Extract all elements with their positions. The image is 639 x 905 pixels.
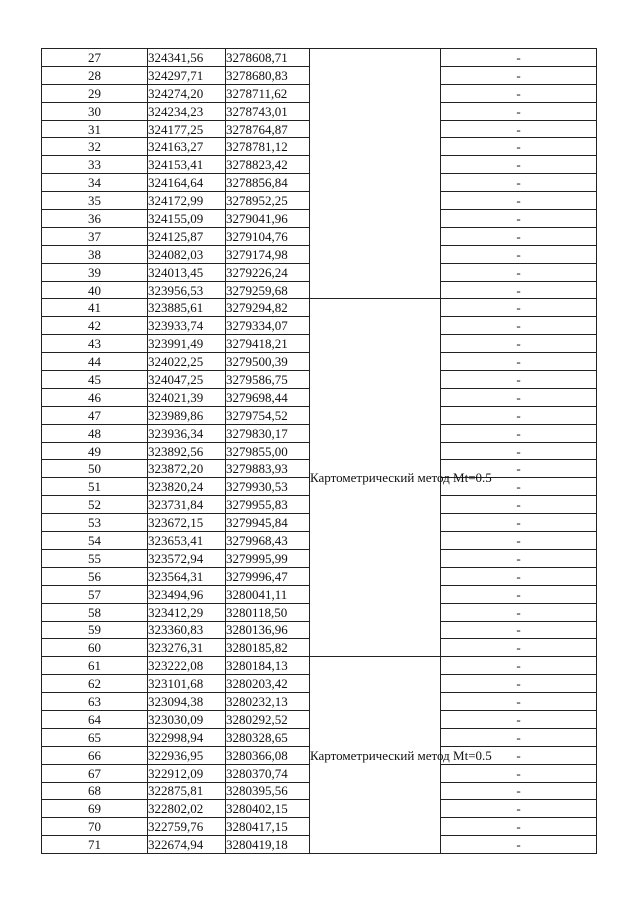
coordinate-y: 3278952,25 <box>226 192 310 210</box>
table-row <box>42 49 597 67</box>
point-number: 40 <box>42 281 148 299</box>
coordinate-y: 3280185,82 <box>226 639 310 657</box>
accuracy-dash: - <box>441 138 597 156</box>
coordinate-y: 3280136,96 <box>226 621 310 639</box>
coordinates-table-body <box>42 49 597 854</box>
accuracy-dash: - <box>441 120 597 138</box>
table-row <box>42 657 597 675</box>
coordinate-x: 324274,20 <box>148 84 226 102</box>
coordinate-y: 3279930,53 <box>226 478 310 496</box>
coordinate-y: 3280203,42 <box>226 675 310 693</box>
point-number: 63 <box>42 693 148 711</box>
coordinate-y: 3279586,75 <box>226 371 310 389</box>
coordinate-x: 323094,38 <box>148 693 226 711</box>
coordinate-x: 323672,15 <box>148 514 226 532</box>
method-cell: Картометрический метод Mt=0.5 <box>310 657 441 854</box>
point-number: 64 <box>42 710 148 728</box>
accuracy-dash: - <box>441 585 597 603</box>
coordinate-y: 3279955,83 <box>226 496 310 514</box>
accuracy-dash: - <box>441 263 597 281</box>
coordinate-y: 3278743,01 <box>226 102 310 120</box>
coordinate-y: 3279968,43 <box>226 532 310 550</box>
point-number: 68 <box>42 782 148 800</box>
accuracy-dash: - <box>441 800 597 818</box>
accuracy-dash: - <box>441 156 597 174</box>
accuracy-dash: - <box>441 245 597 263</box>
accuracy-dash: - <box>441 657 597 675</box>
point-number: 28 <box>42 66 148 84</box>
accuracy-dash: - <box>441 66 597 84</box>
accuracy-dash: - <box>441 496 597 514</box>
accuracy-dash: - <box>441 567 597 585</box>
point-number: 42 <box>42 317 148 335</box>
point-number: 46 <box>42 388 148 406</box>
accuracy-dash: - <box>441 746 597 764</box>
coordinate-y: 3279259,68 <box>226 281 310 299</box>
coordinate-y: 3280328,65 <box>226 728 310 746</box>
coordinate-y: 3279041,96 <box>226 210 310 228</box>
coordinate-x: 323892,56 <box>148 442 226 460</box>
point-number: 55 <box>42 549 148 567</box>
coordinate-y: 3278711,62 <box>226 84 310 102</box>
point-number: 35 <box>42 192 148 210</box>
accuracy-dash: - <box>441 424 597 442</box>
coordinate-y: 3280402,15 <box>226 800 310 818</box>
coordinate-y: 3279754,52 <box>226 406 310 424</box>
point-number: 50 <box>42 460 148 478</box>
accuracy-dash: - <box>441 818 597 836</box>
coordinate-y: 3280419,18 <box>226 836 310 854</box>
coordinate-y: 3280292,52 <box>226 710 310 728</box>
coordinate-x: 323101,68 <box>148 675 226 693</box>
accuracy-dash: - <box>441 317 597 335</box>
coordinate-x: 324297,71 <box>148 66 226 84</box>
accuracy-dash: - <box>441 442 597 460</box>
point-number: 41 <box>42 299 148 317</box>
point-number: 51 <box>42 478 148 496</box>
coordinate-x: 323222,08 <box>148 657 226 675</box>
point-number: 61 <box>42 657 148 675</box>
coordinate-y: 3279226,24 <box>226 263 310 281</box>
table-row <box>42 299 597 317</box>
accuracy-dash: - <box>441 675 597 693</box>
coordinate-x: 323276,31 <box>148 639 226 657</box>
coordinate-x: 324047,25 <box>148 371 226 389</box>
accuracy-dash: - <box>441 549 597 567</box>
coordinate-y: 3280366,08 <box>226 746 310 764</box>
coordinate-x: 323360,83 <box>148 621 226 639</box>
coordinate-x: 324163,27 <box>148 138 226 156</box>
coordinate-x: 324082,03 <box>148 245 226 263</box>
coordinate-y: 3279698,44 <box>226 388 310 406</box>
coordinate-x: 323494,96 <box>148 585 226 603</box>
coordinate-y: 3279418,21 <box>226 335 310 353</box>
point-number: 31 <box>42 120 148 138</box>
coordinate-x: 324172,99 <box>148 192 226 210</box>
coordinate-y: 3279334,07 <box>226 317 310 335</box>
coordinate-y: 3280118,50 <box>226 603 310 621</box>
coordinate-x: 323885,61 <box>148 299 226 317</box>
accuracy-dash: - <box>441 371 597 389</box>
coordinate-x: 323989,86 <box>148 406 226 424</box>
accuracy-dash: - <box>441 227 597 245</box>
point-number: 53 <box>42 514 148 532</box>
point-number: 71 <box>42 836 148 854</box>
point-number: 43 <box>42 335 148 353</box>
point-number: 58 <box>42 603 148 621</box>
coordinate-y: 3280232,13 <box>226 693 310 711</box>
coordinate-x: 323731,84 <box>148 496 226 514</box>
coordinate-x: 322998,94 <box>148 728 226 746</box>
point-number: 48 <box>42 424 148 442</box>
point-number: 30 <box>42 102 148 120</box>
coordinate-x: 323412,29 <box>148 603 226 621</box>
point-number: 47 <box>42 406 148 424</box>
coordinate-y: 3280041,11 <box>226 585 310 603</box>
coordinate-y: 3278856,84 <box>226 174 310 192</box>
point-number: 29 <box>42 84 148 102</box>
coordinate-x: 323956,53 <box>148 281 226 299</box>
coordinate-y: 3278781,12 <box>226 138 310 156</box>
coordinate-x: 323991,49 <box>148 335 226 353</box>
coordinate-x: 322802,02 <box>148 800 226 818</box>
coordinate-x: 322875,81 <box>148 782 226 800</box>
accuracy-dash: - <box>441 210 597 228</box>
accuracy-dash: - <box>441 299 597 317</box>
accuracy-dash: - <box>441 603 597 621</box>
point-number: 66 <box>42 746 148 764</box>
accuracy-dash: - <box>441 192 597 210</box>
coordinate-x: 323820,24 <box>148 478 226 496</box>
accuracy-dash: - <box>441 621 597 639</box>
coordinate-x: 323572,94 <box>148 549 226 567</box>
coordinate-x: 324164,64 <box>148 174 226 192</box>
accuracy-dash: - <box>441 532 597 550</box>
accuracy-dash: - <box>441 836 597 854</box>
coordinate-y: 3279945,84 <box>226 514 310 532</box>
coordinate-x: 324234,23 <box>148 102 226 120</box>
point-number: 34 <box>42 174 148 192</box>
coordinate-x: 324125,87 <box>148 227 226 245</box>
point-number: 65 <box>42 728 148 746</box>
coordinate-x: 323872,20 <box>148 460 226 478</box>
coordinate-y: 3280395,56 <box>226 782 310 800</box>
accuracy-dash: - <box>441 102 597 120</box>
coordinate-y: 3279500,39 <box>226 353 310 371</box>
point-number: 56 <box>42 567 148 585</box>
coordinate-x: 323030,09 <box>148 710 226 728</box>
coordinate-x: 324155,09 <box>148 210 226 228</box>
point-number: 37 <box>42 227 148 245</box>
coordinate-x: 322936,95 <box>148 746 226 764</box>
accuracy-dash: - <box>441 514 597 532</box>
coordinate-y: 3279104,76 <box>226 227 310 245</box>
coordinate-x: 324022,25 <box>148 353 226 371</box>
point-number: 70 <box>42 818 148 836</box>
accuracy-dash: - <box>441 406 597 424</box>
coordinate-y: 3279294,82 <box>226 299 310 317</box>
coordinate-x: 324021,39 <box>148 388 226 406</box>
accuracy-dash: - <box>441 388 597 406</box>
coordinate-x: 324013,45 <box>148 263 226 281</box>
accuracy-dash: - <box>441 281 597 299</box>
coordinate-y: 3280370,74 <box>226 764 310 782</box>
coordinate-x: 324177,25 <box>148 120 226 138</box>
coordinate-y: 3278764,87 <box>226 120 310 138</box>
point-number: 54 <box>42 532 148 550</box>
accuracy-dash: - <box>441 639 597 657</box>
point-number: 57 <box>42 585 148 603</box>
point-number: 38 <box>42 245 148 263</box>
accuracy-dash: - <box>441 49 597 67</box>
point-number: 52 <box>42 496 148 514</box>
coordinate-y: 3280417,15 <box>226 818 310 836</box>
point-number: 49 <box>42 442 148 460</box>
coordinate-x: 322912,09 <box>148 764 226 782</box>
coordinate-y: 3278823,42 <box>226 156 310 174</box>
accuracy-dash: - <box>441 764 597 782</box>
coordinate-y: 3278680,83 <box>226 66 310 84</box>
coordinate-x: 323933,74 <box>148 317 226 335</box>
point-number: 36 <box>42 210 148 228</box>
coordinate-x: 323653,41 <box>148 532 226 550</box>
point-number: 39 <box>42 263 148 281</box>
accuracy-dash: - <box>441 710 597 728</box>
coordinate-x: 323936,34 <box>148 424 226 442</box>
accuracy-dash: - <box>441 728 597 746</box>
point-number: 45 <box>42 371 148 389</box>
coordinate-x: 323564,31 <box>148 567 226 585</box>
coordinates-table <box>41 48 597 854</box>
point-number: 69 <box>42 800 148 818</box>
accuracy-dash: - <box>441 693 597 711</box>
point-number: 32 <box>42 138 148 156</box>
coordinate-x: 322759,76 <box>148 818 226 836</box>
accuracy-dash: - <box>441 174 597 192</box>
coordinate-y: 3280184,13 <box>226 657 310 675</box>
accuracy-dash: - <box>441 460 597 478</box>
method-cell: Картометрический метод Mt=0.5 <box>310 299 441 657</box>
accuracy-dash: - <box>441 335 597 353</box>
coordinate-x: 322674,94 <box>148 836 226 854</box>
coordinate-y: 3279883,93 <box>226 460 310 478</box>
accuracy-dash: - <box>441 84 597 102</box>
point-number: 62 <box>42 675 148 693</box>
coordinate-x: 324153,41 <box>148 156 226 174</box>
coordinate-y: 3279855,00 <box>226 442 310 460</box>
point-number: 60 <box>42 639 148 657</box>
coordinate-y: 3279996,47 <box>226 567 310 585</box>
coordinate-x: 324341,56 <box>148 49 226 67</box>
coordinate-y: 3279995,99 <box>226 549 310 567</box>
point-number: 67 <box>42 764 148 782</box>
accuracy-dash: - <box>441 782 597 800</box>
point-number: 27 <box>42 49 148 67</box>
coordinate-y: 3279174,98 <box>226 245 310 263</box>
accuracy-dash: - <box>441 478 597 496</box>
accuracy-dash: - <box>441 353 597 371</box>
method-cell <box>310 49 441 299</box>
point-number: 33 <box>42 156 148 174</box>
coordinate-y: 3279830,17 <box>226 424 310 442</box>
point-number: 44 <box>42 353 148 371</box>
coordinate-y: 3278608,71 <box>226 49 310 67</box>
point-number: 59 <box>42 621 148 639</box>
